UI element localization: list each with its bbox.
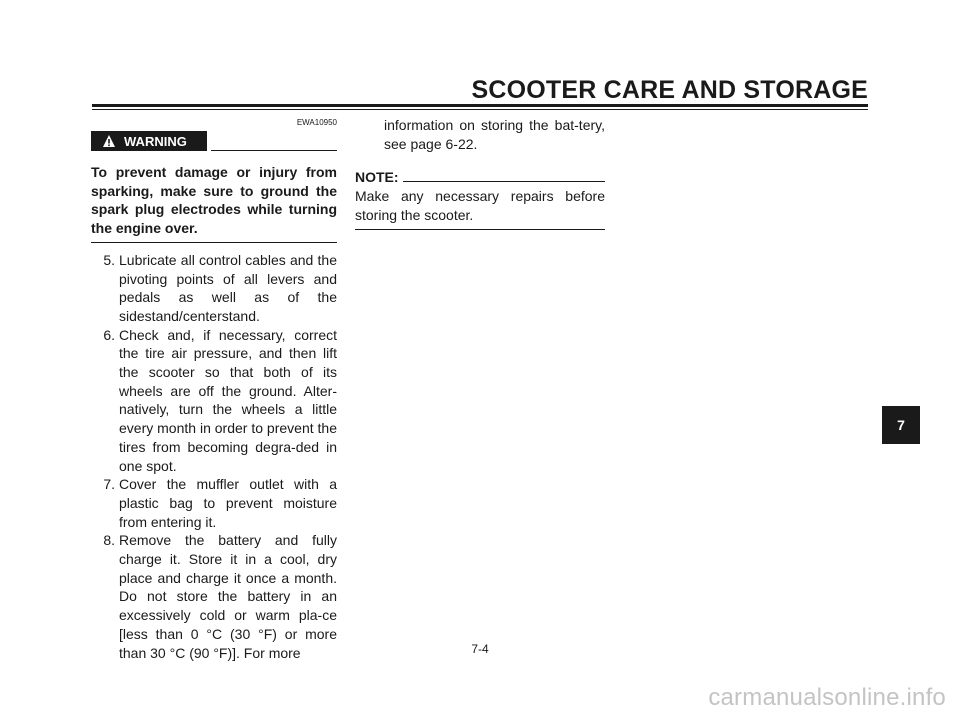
note-header-rule: [403, 181, 605, 182]
warning-badge: [91, 131, 207, 151]
step-8-continuation: information on storing the bat-tery, see page 6-22.: [384, 117, 605, 152]
header-rule-thin: [92, 109, 868, 110]
header-rule-thick: [92, 104, 868, 107]
warning-header-rule: [211, 150, 337, 151]
note-header: [355, 169, 605, 185]
page-number: 7-4: [471, 642, 489, 656]
step-text: Check and, if necessary, correct the tire air pressure, and then lift the scooter so that both of its wheels are off the ground. Alter-natively, turn the wheels a little every month in order to prevent the tires from becoming degra-ded in one spot.: [119, 326, 337, 474]
list-item: [91, 326, 337, 476]
page-title: SCOOTER CARE AND STORAGE: [471, 76, 868, 104]
list-item: [91, 475, 337, 531]
chapter-tab: 7: [882, 406, 920, 444]
left-column: [91, 118, 337, 662]
step-number: 8.: [103, 532, 115, 549]
step-number: 6.: [103, 326, 115, 343]
warning-code: EWA10950: [296, 118, 337, 127]
warning-label: WARNING: [124, 133, 187, 149]
step-text: Lubricate all control cables and the pivoting points of all levers and pedals as well as of the sidestand/centerstand.: [119, 251, 337, 324]
step-number: 7.: [103, 476, 115, 493]
step-number: 5.: [103, 251, 115, 268]
warning-closing-rule: [91, 242, 337, 243]
list-item: [91, 251, 337, 326]
step-text: Cover the muffler outlet with a plastic bag to prevent moisture from entering it.: [119, 476, 337, 530]
middle-column: [355, 116, 605, 230]
note-label: NOTE:: [355, 169, 399, 186]
note-text: Make any necessary repairs before storing the scooter.: [355, 188, 605, 224]
warning-header: [91, 131, 337, 153]
storage-steps: [91, 251, 337, 662]
watermark: carmanualsonline.info: [708, 684, 946, 711]
step-text: Remove the battery and fully charge it. Store it in a cool, dry place and charge it once a month. Do not store the battery in an excessively cold or warm pla-ce [less than 0 °C (30 °F) or more than 30 °C (90 °F)]. For more: [119, 532, 337, 661]
note-closing-rule: [355, 229, 605, 230]
warning-triangle-icon: [102, 134, 116, 148]
warning-text: To prevent damage or injury from sparking, make sure to ground the spark plug electrodes while turning the engine over.: [91, 164, 337, 237]
